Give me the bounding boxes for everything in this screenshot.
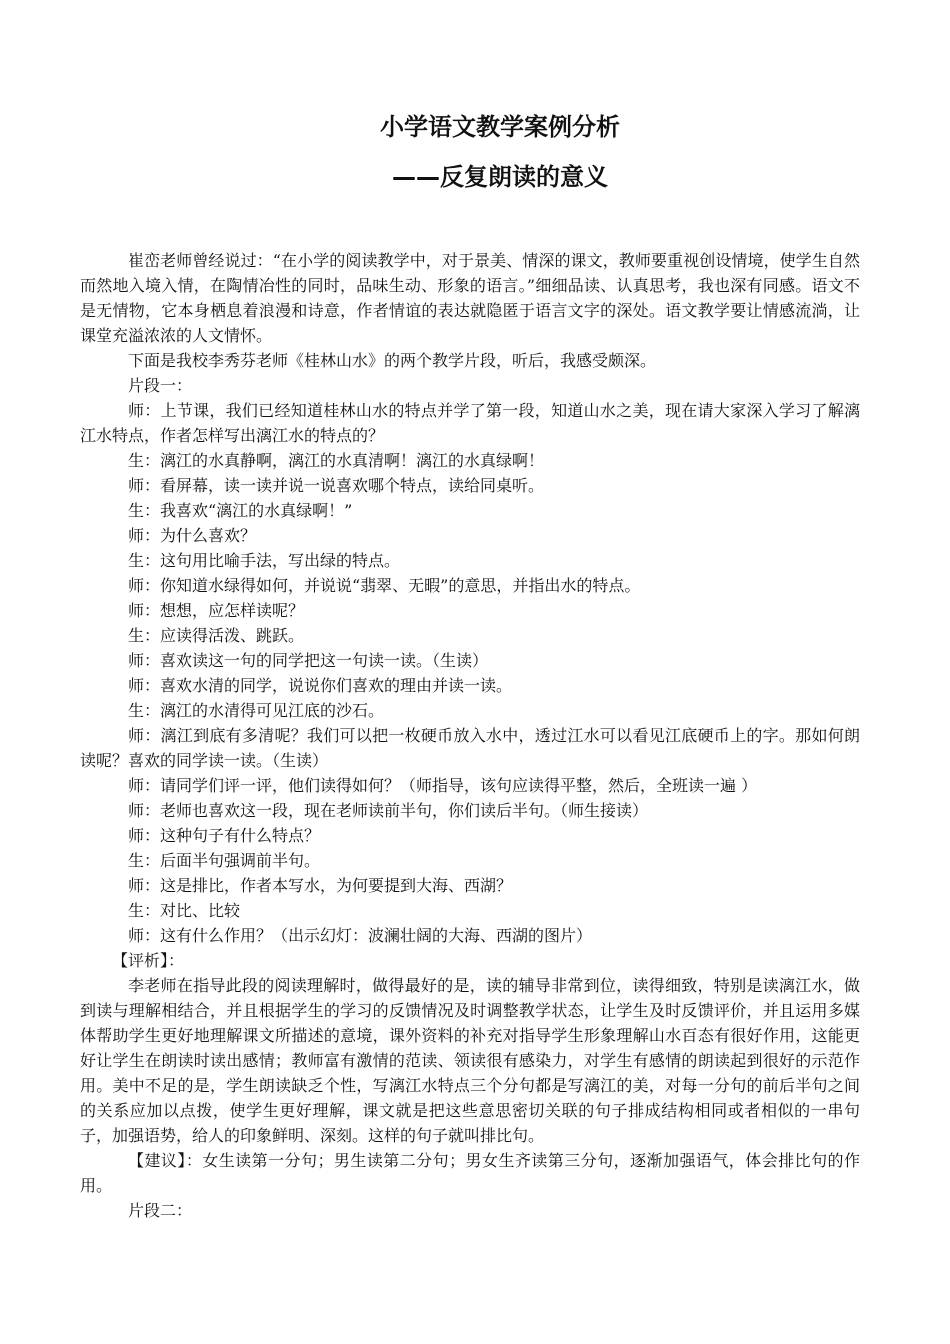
dialogue-line: 师：想想，应怎样读呢？ [128, 601, 305, 620]
dialogue-line: 师：看屏幕，读一读并说一说喜欢哪个特点，读给同桌听。 [128, 476, 545, 495]
dialogue-line: 生：我喜欢“漓江的水真绿啊！” [128, 501, 353, 520]
dialogue-line: 生：后面半句强调前半句。 [128, 851, 321, 870]
review-heading: 【评析】： [112, 951, 185, 970]
dialogue-line: 生：这句用比喻手法，写出绿的特点。 [128, 551, 401, 570]
section-heading: 片段二： [128, 1201, 193, 1220]
intro-paragraph: 下面是我校李秀芬老师《桂林山水》的两个教学片段，听后，我感受颇深。 [128, 351, 657, 370]
dialogue-line: 师：请同学们评一评，他们读得如何？（师指导，该句应读得平整，然后，全班读一遍 ） [128, 776, 758, 795]
dialogue-line: 师：这是排比，作者本写水，为何要提到大海、西湖？ [128, 876, 513, 895]
dialogue-line: 师：上节课，我们已经知道桂林山水的特点并学了第一段，知道山水之美，现在请大家深入学习了解漓江水特点，作者怎样写出漓江水的特点的？ [80, 401, 860, 445]
dialogue-line: 师：你知道水绿得如何，并说说“翡翠、无暇”的意思，并指出水的特点。 [128, 576, 641, 595]
document-body [80, 248, 860, 1223]
dialogue-line: 师：这有什么作用？（出示幻灯：波澜壮阔的大海、西湖的图片） [128, 926, 593, 945]
document-subtitle: ——反复朗读的意义 [392, 163, 608, 191]
dialogue-line: 师：喜欢读这一句的同学把这一句读一读。（生读） [128, 651, 489, 670]
document-title: 小学语文教学案例分析 [380, 113, 620, 141]
suggestion-paragraph: 【建议】：女生读第一分句；男生读第二分句；男女生齐读第三分句，逐渐加强语气，体会排比句的作用。 [80, 1151, 860, 1195]
dialogue-line: 师：漓江到底有多清呢？我们可以把一枚硬币放入水中，透过江水可以看见江底硬币上的字。那如何朗读呢？喜欢的同学读一读。（生读） [80, 726, 860, 770]
dialogue-line: 生：漓江的水真静啊，漓江的水真清啊！漓江的水真绿啊！ [128, 451, 545, 470]
dialogue-line: 生：对比、比较 [128, 901, 241, 920]
intro-paragraph: 崔峦老师曾经说过：“在小学的阅读教学中，对于景美、情深的课文，教师要重视创设情境，使学生自然而然地入境入情，在陶情冶性的同时，品味生动、形象的语言。”细细品读、认真思考，我也深有同感。语文不是无情物，它本身栖息着浪漫和诗意，作者情谊的表达就隐匿于语言文字的深处。语文教学要让情感流淌，让课堂充溢浓浓的人文情怀。 [80, 251, 860, 345]
section-heading: 片段一： [128, 376, 193, 395]
dialogue-line: 师：老师也喜欢这一段，现在老师读前半句，你们读后半句。（师生接读） [128, 801, 649, 820]
dialogue-line: 师：为什么喜欢？ [128, 526, 257, 545]
review-paragraph: 李老师在指导此段的阅读理解时，做得最好的是，读的辅导非常到位，读得细致，特别是读漓江水，做到读与理解相结合，并且根据学生的学习的反馈情况及时调整教学状态，让学生及时反馈评价，并且运用多媒体帮助学生更好地理解课文所描述的意境，课外资料的补充对指导学生形象理解山水百态有很好作用，这能更好让学生在朗读时读出感情；教师富有激情的范读、领读很有感染力，对学生有感情的朗读起到很好的示范作用。美中不足的是，学生朗读缺乏个性，写漓江水特点三个分句都是写漓江的美，对每一分句的前后半句之间的关系应加以点拨，使学生更好理解，课文就是把这些意思密切关联的句子排成结构相同或者相似的一串句子，加强语势，给人的印象鲜明、深刻。这样的句子就叫排比句。 [80, 976, 860, 1145]
dialogue-line: 生：应读得活泼、跳跃。 [128, 626, 305, 645]
dialogue-line: 师：喜欢水清的同学，说说你们喜欢的理由并读一读。 [128, 676, 513, 695]
dialogue-line: 师：这种句子有什么特点？ [128, 826, 321, 845]
dialogue-line: 生：漓江的水清得可见江底的沙石。 [128, 701, 385, 720]
